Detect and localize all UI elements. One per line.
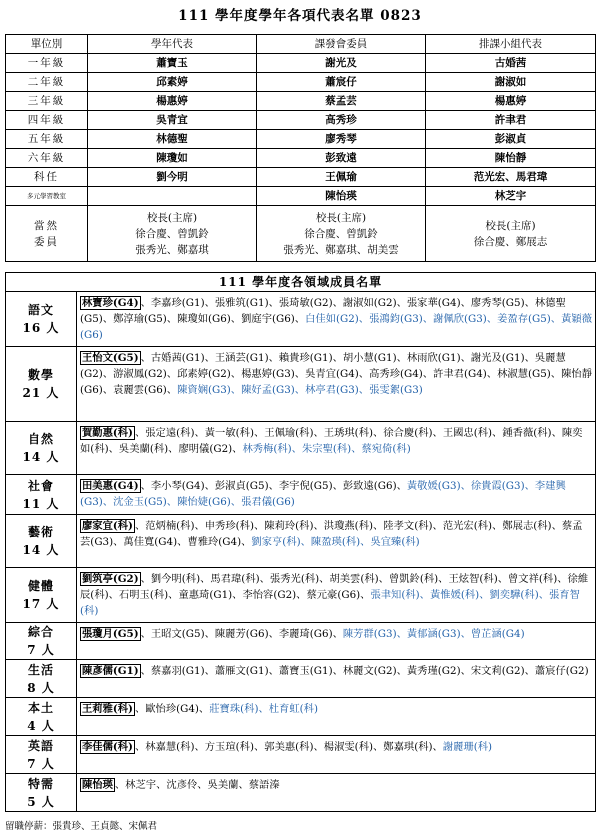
domain-members	[77, 347, 596, 422]
footer-note: 留職停薪：張貴珍、王貞懿、宋佩君	[5, 821, 158, 832]
ex-line: 徐合慶、曾凱鈴	[135, 227, 209, 240]
members-list-new: 陳資娴(G3)、陳好孟(G3)、林亭君(G3)、張雯絮(G3)	[177, 384, 423, 396]
rep-cell: 吳青宜	[88, 111, 257, 130]
domain-name-cell	[6, 515, 77, 568]
ex-line: 校長(主席)	[146, 211, 198, 224]
unit-cell: 多元學習教室	[6, 187, 88, 206]
table-header-row	[6, 35, 596, 54]
sched-cell: 陳怡靜	[426, 149, 596, 168]
rep-row	[6, 168, 596, 187]
rep-cell	[88, 187, 257, 206]
domain-leader: 林寶珍(G4)	[82, 297, 139, 309]
cdc-cell: 謝光及	[257, 54, 426, 73]
domain-members	[77, 660, 596, 698]
members-list-new: 劉家亨(科)、陳盈瑛(科)、吳宜臻(科)	[251, 536, 420, 548]
members-list: 、王昭文(G5)、陳麗芳(G6)、李麗琦(G6)、	[140, 628, 343, 640]
domain-members	[77, 515, 596, 568]
ex-officio-row	[6, 206, 596, 262]
domain-leader: 劉筑亭(G2)	[82, 573, 139, 585]
domain-leader: 廖家宜(科)	[82, 520, 133, 532]
representative-table	[5, 34, 596, 262]
rep-cell: 陳瓊如	[88, 149, 257, 168]
members-list: 、歐怡珍(G4)、	[134, 703, 210, 715]
members-list-new: 林秀梅(科)、朱宗聖(科)、蔡宛倚(科)	[242, 443, 411, 455]
domain-row	[6, 774, 596, 812]
rep-row	[6, 130, 596, 149]
cdc-cell: 王佩瑜	[257, 168, 426, 187]
ex-label-line: 委員	[34, 235, 59, 248]
domain-name-cell	[6, 660, 77, 698]
members-list: 、張定遠(科)、黃一敏(科)、王佩瑜(科)、王琇琪(科)、徐合慶(科)、王國忠(科)、鍾香薇(科)、陳奕如(科)、吳美蘭(科)、廖明儀(G2)、	[80, 427, 583, 455]
domain-name-cell	[6, 774, 77, 812]
ex-officio-rep	[88, 206, 257, 262]
domain-name: 自然	[27, 432, 54, 446]
domain-name: 特需	[27, 776, 54, 791]
rep-row	[6, 187, 596, 206]
domain-row	[6, 698, 596, 736]
members-list: 、林嘉慧(科)、方玉瑄(科)、郭美惠(科)、楊淑雯(科)、鄭嘉琪(科)、	[134, 741, 443, 753]
members-list-new: 陳芳群(G3)、黃郁涵(G3)、曾芷涵(G4)	[342, 628, 525, 640]
domain-name-cell	[6, 568, 77, 623]
rep-cell: 林德聖	[88, 130, 257, 149]
domain-leader: 田美惠(G4)	[82, 480, 139, 492]
domain-count: 16 人	[22, 321, 60, 335]
members-list: 、古婚茜(G1)、王涵芸(G1)、賴貴珍(G1)、胡小慧(G1)、林雨欣(G1)、謝光及(G1)、吳麗慧(G2)、游淑鳳(G2)、邱素婷(G2)、楊惠婷(G3)、吳青宜(G4)、高秀珍(G4)、許聿君(G4)、林淑慧(G5)、陳怡靜(G6)、袁麗雲(G6)、	[80, 352, 592, 396]
ex-line: 徐合慶、曾凱鈴	[304, 227, 378, 240]
domain-name-cell	[6, 422, 77, 475]
domain-members	[77, 422, 596, 475]
domain-count: 14 人	[22, 543, 60, 557]
header-sched: 排課小組代表	[426, 35, 596, 54]
domain-leader: 張瓊月(G5)	[82, 628, 139, 640]
header-rep: 學年代表	[88, 35, 257, 54]
ex-line: 校長(主席)	[485, 219, 536, 232]
unit-cell: 一年級	[6, 54, 88, 73]
domain-leader: 李佳儒(科)	[82, 741, 133, 753]
domain-count: 7 人	[27, 643, 55, 657]
sched-cell: 許聿君	[426, 111, 596, 130]
ex-officio-sched	[426, 206, 596, 262]
rep-row	[6, 149, 596, 168]
members-list: 、李嘉珍(G1)、張雅筑(G1)、張琦敏(G2)、謝淑如(G2)、張家華(G4)、廖秀琴(G5)、林德聖(G5)、鄭淳瑜(G5)、陳瓊如(G6)、劉庭宇(G6)、	[80, 297, 566, 325]
rep-row	[6, 111, 596, 130]
domain-leader: 陳怡瑛	[82, 779, 113, 791]
domain-name: 語文	[27, 303, 54, 317]
cdc-cell: 蕭宸仔	[257, 73, 426, 92]
ex-line: 張秀光、鄭嘉琪、胡美雲	[283, 243, 399, 256]
domain-members	[77, 774, 596, 812]
sched-cell: 彭淑貞	[426, 130, 596, 149]
domain-section-title: 111 學年度各領域成員名單	[6, 273, 596, 292]
rep-row	[6, 54, 596, 73]
ex-line: 校長(主席)	[315, 211, 367, 224]
domain-name-cell	[6, 347, 77, 422]
ex-line: 張秀光、鄭嘉琪	[135, 243, 209, 256]
domain-count: 11 人	[22, 496, 60, 511]
domain-members	[77, 623, 596, 660]
members-list-new: 莊寶珠(科)、杜育虹(科)	[209, 703, 318, 715]
domain-leader: 王怡文(G5)	[82, 352, 139, 364]
domain-row	[6, 623, 596, 660]
unit-cell: 科任	[6, 168, 88, 187]
unit-cell: 四年級	[6, 111, 88, 130]
rep-row	[6, 92, 596, 111]
sched-cell: 林芝宇	[426, 187, 596, 206]
domain-name: 數學	[27, 368, 54, 382]
domain-name: 生活	[27, 662, 54, 677]
rep-cell: 劉今明	[88, 168, 257, 187]
ex-label-line: 當然	[34, 219, 59, 232]
unit-cell: 三年級	[6, 92, 88, 111]
domain-leader: 賀勤惠(科)	[82, 427, 133, 439]
domain-name-cell	[6, 736, 77, 774]
unit-cell: 二年級	[6, 73, 88, 92]
domain-row	[6, 422, 596, 475]
domain-members	[77, 736, 596, 774]
members-list: 、范炳楠(科)、申秀珍(科)、陳莉玲(科)、洪瓊燕(科)、陸孝文(科)、范光宏(科)、鄭展志(科)、蔡孟芸(G3)、萬佳寬(G4)、曹雅玲(G4)、	[80, 520, 583, 548]
domain-members	[77, 568, 596, 623]
unit-cell: 五年級	[6, 130, 88, 149]
members-list-new: 謝麗珊(科)	[442, 741, 493, 753]
sched-cell: 楊惠婷	[426, 92, 596, 111]
ex-line: 徐合慶、鄭展志	[473, 235, 548, 248]
domain-name: 英語	[27, 738, 54, 753]
domain-name: 藝術	[27, 525, 54, 539]
cdc-cell: 陳怡瑛	[257, 187, 426, 206]
domain-leader: 陳彥儒(G1)	[82, 665, 139, 677]
domain-members	[77, 292, 596, 347]
domain-name-cell	[6, 698, 77, 736]
domain-name: 社會	[27, 478, 54, 493]
domain-row	[6, 347, 596, 422]
members-list-new: 張聿知(科)、黃惟媛(科)、劉奕驊(科)、張育智(科)	[80, 589, 580, 617]
rep-cell: 蕭寶玉	[88, 54, 257, 73]
domain-row	[6, 515, 596, 568]
domain-table	[5, 272, 596, 812]
domain-name: 本土	[27, 700, 54, 715]
cdc-cell: 廖秀琴	[257, 130, 426, 149]
ex-officio-cdc	[257, 206, 426, 262]
domain-count: 8 人	[27, 680, 55, 695]
cdc-cell: 彭致遠	[257, 149, 426, 168]
rep-row	[6, 73, 596, 92]
rep-cell: 楊惠婷	[88, 92, 257, 111]
sched-cell: 古婚茜	[426, 54, 596, 73]
domain-members	[77, 698, 596, 736]
domain-name: 綜合	[27, 625, 54, 639]
page-title: 111 學年度學年各項代表名單 0823	[178, 8, 422, 24]
rep-cell: 邱素婷	[88, 73, 257, 92]
domain-count: 21 人	[22, 386, 60, 400]
domain-count: 4 人	[27, 718, 55, 733]
domain-count: 14 人	[22, 450, 60, 464]
domain-name-cell	[6, 623, 77, 660]
domain-row	[6, 736, 596, 774]
domain-count: 17 人	[22, 597, 60, 611]
domain-name: 健體	[27, 579, 54, 593]
domain-members	[77, 475, 596, 515]
unit-cell: 六年級	[6, 149, 88, 168]
sched-cell: 范光宏、馬君瑋	[426, 168, 596, 187]
cdc-cell: 高秀珍	[257, 111, 426, 130]
domain-count: 7 人	[27, 756, 55, 771]
domain-row	[6, 568, 596, 623]
members-list-new: 白佳如(G2)、張鴻鈞(G3)、謝佩欣(G3)、姜盈存(G5)、黃穎薇(G6)	[80, 313, 592, 341]
header-unit: 單位別	[6, 35, 88, 54]
members-list-new: 黃敬媛(G3)、徐貴霞(G3)、李建興(G3)、沈金玉(G5)、陳怡婕(G6)、張君儀(G6)	[80, 480, 566, 508]
domain-count: 5 人	[27, 794, 55, 809]
domain-name-cell	[6, 475, 77, 515]
domain-row	[6, 660, 596, 698]
members-list: 、林芝宇、沈彥伶、吳美蘭、蔡語溱	[114, 779, 280, 791]
header-cdc: 課發會委員	[257, 35, 426, 54]
domain-name-cell	[6, 292, 77, 347]
ex-officio-label	[6, 206, 88, 262]
sched-cell: 謝淑如	[426, 73, 596, 92]
domain-leader: 王莉雅(科)	[82, 703, 133, 715]
cdc-cell: 蔡孟芸	[257, 92, 426, 111]
members-list: 、李小琴(G4)、彭淑貞(G5)、李宇倪(G5)、彭致遠(G6)、	[140, 480, 407, 492]
members-list: 、劉今明(科)、馬君瑋(科)、張秀光(科)、胡美雲(科)、曾凱鈴(科)、王炫智(科)、曾文祥(科)、徐維辰(科)、石明玉(科)、童惠琦(G1)、李怡容(G2)、蔡元豪(G6)、	[80, 573, 589, 601]
members-list: 、蔡嘉羽(G1)、蕭雁文(G1)、蕭寶玉(G1)、林麗文(G2)、黃秀瑾(G2)、宋文莉(G2)、蕭宸仔(G2)	[140, 665, 589, 677]
domain-section-header	[6, 273, 596, 292]
domain-row	[6, 475, 596, 515]
domain-row	[6, 292, 596, 347]
